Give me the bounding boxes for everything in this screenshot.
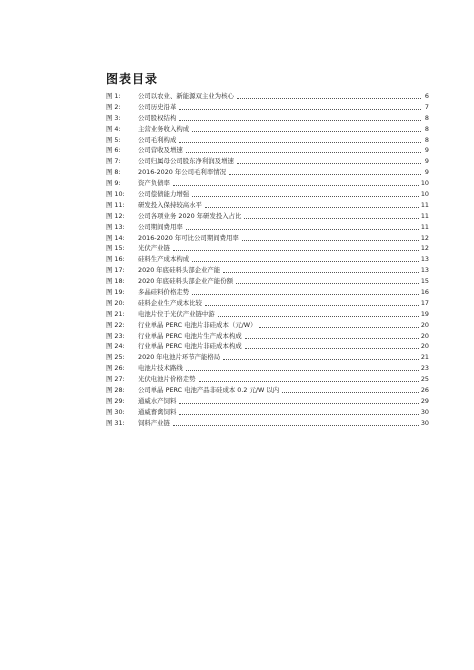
toc-entry-title[interactable]: 公司归属母公司股东净利润及增速 xyxy=(138,157,234,166)
toc-entry[interactable] xyxy=(106,385,429,396)
toc-entry-title[interactable]: 资产负债率 xyxy=(138,179,170,188)
toc-entry-figure-label: 图 9: xyxy=(106,179,121,188)
toc-entry-figure-label: 图 17: xyxy=(106,266,125,275)
toc-entry-figure-label: 图 4: xyxy=(106,124,121,133)
toc-entry-title[interactable]: 公司历史沿革 xyxy=(138,102,177,111)
toc-entry-figure-label: 图 5: xyxy=(106,135,121,144)
toc-entry[interactable] xyxy=(106,352,429,363)
toc-entry-figure-label: 图 22: xyxy=(106,320,125,329)
toc-entry[interactable] xyxy=(106,309,429,320)
toc-entry-figure-label: 图 11: xyxy=(106,200,125,209)
toc-entry-title[interactable]: 2016-2020 年公司毛利率情况 xyxy=(138,168,226,177)
toc-entry-figure-label: 图 31: xyxy=(106,418,125,427)
toc-entry[interactable] xyxy=(106,102,429,113)
toc-entry-dot-leader xyxy=(173,185,419,186)
toc-entry-dot-leader xyxy=(218,316,419,317)
toc-entry[interactable] xyxy=(106,418,429,429)
toc-entry[interactable] xyxy=(106,145,429,156)
toc-entry-dot-leader xyxy=(192,261,419,262)
toc-entry[interactable] xyxy=(106,320,429,331)
toc-entry-title[interactable]: 电池片技术路线 xyxy=(138,364,183,373)
toc-entry-page-number[interactable]: 30 xyxy=(420,407,429,416)
toc-entry-page-number[interactable]: 15 xyxy=(420,277,429,286)
toc-entry-page-number[interactable]: 11 xyxy=(420,200,429,209)
toc-entry-page-number[interactable]: 12 xyxy=(420,244,429,253)
toc-entry-page-number[interactable]: 29 xyxy=(420,396,429,405)
toc-entry-dot-leader xyxy=(192,294,419,295)
toc-entry-title[interactable]: 2016-2020 年可比公司期间费用率 xyxy=(138,233,239,242)
toc-entry-dot-leader xyxy=(179,120,421,121)
toc-entry-page-number[interactable]: 20 xyxy=(420,320,429,329)
toc-entry-title[interactable]: 2020 年底硅料头部企业产能 xyxy=(138,266,221,275)
toc-entry-page-number[interactable]: 11 xyxy=(420,222,429,231)
toc-entry-dot-leader xyxy=(192,131,421,132)
toc-entry-page-number[interactable]: 16 xyxy=(420,288,429,297)
toc-entry-figure-label: 图 1: xyxy=(106,92,121,100)
toc-entry-page-number[interactable]: 20 xyxy=(420,331,429,340)
toc-entry-dot-leader xyxy=(282,392,419,393)
toc-entry-title[interactable]: 光伏电池片价格走势 xyxy=(138,375,196,384)
toc-entry[interactable] xyxy=(106,407,429,418)
toc-entry-page-number[interactable]: 30 xyxy=(420,418,429,427)
toc-entry-page-number[interactable]: 13 xyxy=(420,266,429,275)
toc-entry[interactable] xyxy=(106,178,429,189)
toc-entry-page-number[interactable]: 23 xyxy=(420,364,429,373)
toc-entry-figure-label: 图 24: xyxy=(106,342,125,351)
toc-entry-title[interactable]: 公司营收及增速 xyxy=(138,146,183,155)
toc-entry-title[interactable]: 饲料产业链 xyxy=(138,418,170,427)
toc-entry-title[interactable]: 公司偿债能力增强 xyxy=(138,190,190,199)
toc-entry-title[interactable]: 公司以农业、新能源双主业为核心 xyxy=(138,92,234,100)
toc-entry-dot-leader xyxy=(229,174,421,175)
toc-entry-page-number[interactable]: 13 xyxy=(420,255,429,264)
toc-entry-figure-label: 图 20: xyxy=(106,298,125,307)
toc-entry[interactable] xyxy=(106,124,429,135)
toc-entry-title[interactable]: 研发投入保持较高水平 xyxy=(138,200,202,209)
toc-entry-figure-label: 图 13: xyxy=(106,222,125,231)
toc-entry-dot-leader xyxy=(223,272,419,273)
toc-entry-title[interactable]: 多晶硅料价格走势 xyxy=(138,288,190,297)
toc-entry-dot-leader xyxy=(186,152,421,153)
toc-entry-dot-leader xyxy=(245,348,419,349)
toc-entry-figure-label: 图 29: xyxy=(106,396,125,405)
toc-entry[interactable] xyxy=(106,135,429,146)
toc-entry-dot-leader xyxy=(245,338,419,339)
toc-entry-page-number[interactable]: 9 xyxy=(424,168,429,177)
toc-entry-title[interactable]: 公司各项业务 2020 年研发投入占比 xyxy=(138,211,242,220)
toc-entry[interactable] xyxy=(106,222,429,233)
toc-title: 图表目录 xyxy=(106,72,159,86)
toc-entry-page-number[interactable]: 8 xyxy=(424,124,429,133)
toc-entry-dot-leader xyxy=(173,425,419,426)
toc-entry-page-number[interactable]: 10 xyxy=(420,179,429,188)
toc-entry-page-number[interactable]: 10 xyxy=(420,190,429,199)
toc-entry-figure-label: 图 30: xyxy=(106,407,125,416)
toc-entry[interactable] xyxy=(106,331,429,342)
toc-entry[interactable] xyxy=(106,254,429,265)
toc-entry-figure-label: 图 7: xyxy=(106,157,121,166)
toc-entry-title[interactable]: 行业单晶 PERC 电池片非硅成本构成 xyxy=(138,342,242,351)
toc-entry-figure-label: 图 8: xyxy=(106,168,121,177)
toc-entry-dot-leader xyxy=(237,98,421,99)
toc-entry[interactable] xyxy=(106,287,429,298)
toc-entry-title[interactable]: 公司毛利构成 xyxy=(138,135,177,144)
toc-entry-dot-leader xyxy=(173,250,419,251)
toc-entry-page-number[interactable]: 21 xyxy=(420,353,429,362)
toc-entry-figure-label: 图 15: xyxy=(106,244,125,253)
toc-entry[interactable] xyxy=(106,200,429,211)
toc-entry-figure-label: 图 18: xyxy=(106,277,125,286)
toc-entry[interactable] xyxy=(106,265,429,276)
toc-entry-title[interactable]: 公司股权结构 xyxy=(138,113,177,122)
toc-entry-title[interactable]: 电池片位于光伏产业链中游 xyxy=(138,309,215,318)
toc-entry-dot-leader xyxy=(244,218,418,219)
toc-entry-figure-label: 图 16: xyxy=(106,255,125,264)
toc-entry-figure-label: 图 27: xyxy=(106,375,125,384)
toc-entry-figure-label: 图 25: xyxy=(106,353,125,362)
toc-entry[interactable] xyxy=(106,243,429,254)
toc-entry-figure-label: 图 14: xyxy=(106,233,125,242)
toc-entry-title[interactable]: 光伏产业链 xyxy=(138,244,170,253)
toc-entry[interactable] xyxy=(106,276,429,287)
toc-entry[interactable] xyxy=(106,298,429,309)
toc-entry-page-number[interactable]: 20 xyxy=(420,342,429,351)
toc-entry-dot-leader xyxy=(192,196,419,197)
toc-entry-dot-leader xyxy=(205,207,419,208)
toc-entry-page-number[interactable]: 9 xyxy=(424,146,429,155)
toc-entry-dot-leader xyxy=(236,283,419,284)
toc-entry[interactable] xyxy=(106,363,429,374)
toc-entry-page-number[interactable]: 8 xyxy=(424,135,429,144)
toc-entry[interactable] xyxy=(106,233,429,244)
toc-entry[interactable] xyxy=(106,211,429,222)
toc-list xyxy=(106,91,429,429)
toc-entry-dot-leader xyxy=(242,240,419,241)
toc-entry-title[interactable]: 硅料生产成本构成 xyxy=(138,255,190,264)
toc-entry[interactable] xyxy=(106,156,429,167)
toc-entry[interactable] xyxy=(106,167,429,178)
toc-entry-figure-label: 图 3: xyxy=(106,113,121,122)
toc-entry-dot-leader xyxy=(186,229,419,230)
toc-entry-page-number[interactable]: 8 xyxy=(424,113,429,122)
toc-entry[interactable] xyxy=(106,374,429,385)
toc-entry-page-number[interactable]: 19 xyxy=(420,309,429,318)
toc-entry-figure-label: 图 26: xyxy=(106,364,125,373)
toc-entry-title[interactable]: 公司单晶 PERC 电池产品非硅成本 0.2 元/W 以内 xyxy=(138,386,280,395)
toc-entry-title[interactable]: 行业单晶 PERC 电池片非硅成本（元/W） xyxy=(138,320,257,329)
toc-entry-dot-leader xyxy=(205,305,419,306)
toc-entry-title[interactable]: 硅料企业生产成本比较 xyxy=(138,298,202,307)
toc-entry[interactable] xyxy=(106,91,429,102)
toc-entry-page-number[interactable]: 9 xyxy=(424,157,429,166)
toc-entry-dot-leader xyxy=(186,370,419,371)
toc-entry-title[interactable]: 公司期间费用率 xyxy=(138,222,183,231)
toc-entry-title[interactable]: 通威畜禽饲料 xyxy=(138,407,177,416)
toc-entry[interactable] xyxy=(106,396,429,407)
toc-entry-dot-leader xyxy=(237,163,421,164)
toc-entry-figure-label: 图 2: xyxy=(106,102,121,111)
toc-entry-page-number[interactable]: 6 xyxy=(424,92,429,100)
toc-entry[interactable] xyxy=(106,113,429,124)
toc-entry-figure-label: 图 12: xyxy=(106,211,125,220)
toc-entry-dot-leader xyxy=(179,403,419,404)
toc-entry-dot-leader xyxy=(179,142,421,143)
toc-entry[interactable] xyxy=(106,189,429,200)
toc-entry-page-number[interactable]: 25 xyxy=(420,375,429,384)
toc-entry-page-number[interactable]: 26 xyxy=(420,386,429,395)
toc-entry-page-number[interactable]: 17 xyxy=(420,298,429,307)
toc-entry-dot-leader xyxy=(179,414,419,415)
toc-entry[interactable] xyxy=(106,341,429,352)
toc-entry-figure-label: 图 6: xyxy=(106,146,121,155)
toc-entry-dot-leader xyxy=(179,109,421,110)
toc-entry-page-number[interactable]: 11 xyxy=(420,211,429,220)
toc-entry-figure-label: 图 19: xyxy=(106,288,125,297)
toc-entry-title[interactable]: 2020 年电池片环节产能格局 xyxy=(138,353,221,362)
toc-entry-dot-leader xyxy=(199,381,419,382)
toc-entry-title[interactable]: 主营业务收入构成 xyxy=(138,124,190,133)
toc-entry-page-number[interactable]: 12 xyxy=(420,233,429,242)
toc-entry-figure-label: 图 21: xyxy=(106,309,125,318)
toc-entry-title[interactable]: 行业单晶 PERC 电池片生产成本构成 xyxy=(138,331,242,340)
toc-entry-title[interactable]: 2020 年底硅料头部企业产能份额 xyxy=(138,277,233,286)
toc-entry-page-number[interactable]: 7 xyxy=(424,102,429,111)
toc-entry-figure-label: 图 28: xyxy=(106,386,125,395)
toc-entry-dot-leader xyxy=(259,327,418,328)
toc-entry-title[interactable]: 通威水产饲料 xyxy=(138,396,177,405)
toc-entry-figure-label: 图 23: xyxy=(106,331,125,340)
toc-entry-dot-leader xyxy=(223,359,419,360)
toc-entry-figure-label: 图 10: xyxy=(106,190,125,199)
